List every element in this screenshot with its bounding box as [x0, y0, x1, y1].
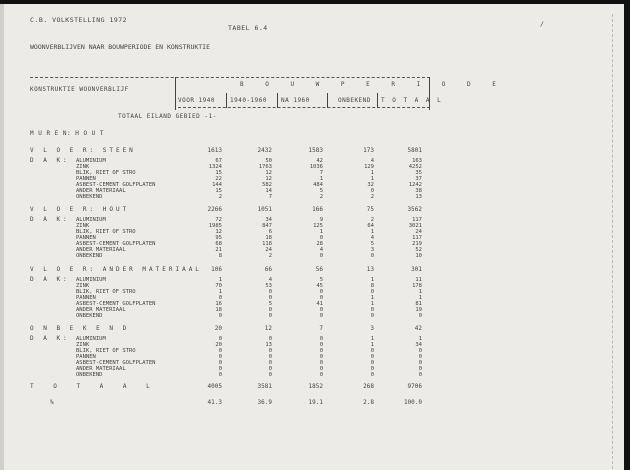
cell: 5 — [268, 301, 272, 307]
roof-type-label: ZINK — [76, 223, 90, 229]
page-mark: / — [540, 20, 545, 28]
cell: 0 — [418, 354, 422, 360]
cell: 5 — [319, 277, 323, 283]
cell: 95 — [215, 235, 222, 241]
cell: 0 — [370, 307, 374, 313]
cell: 0 — [319, 307, 323, 313]
cell: 56 — [315, 266, 323, 273]
cell: 0 — [268, 289, 272, 295]
roof-type-label: ANDER MATERIAAL — [76, 366, 126, 372]
cell: 5 — [319, 188, 323, 194]
cell: 582 — [262, 182, 272, 188]
cell: 20 — [214, 325, 222, 332]
cell: 22 — [215, 176, 222, 182]
roof-type-label: ANDER MATERIAAL — [76, 307, 126, 313]
row-header: KONSTRUKTIE WOONVERBLIJF — [30, 86, 129, 93]
cell: 6 — [268, 229, 272, 235]
cell: 1 — [218, 289, 222, 295]
roof-type-label: ALUMINIUM — [76, 336, 106, 342]
cell: 15 — [215, 170, 222, 176]
cell: 52 — [415, 247, 422, 253]
cell: 178 — [412, 283, 422, 289]
cell: 7 — [319, 170, 323, 176]
cell: 0 — [418, 348, 422, 354]
cell: 35 — [415, 170, 422, 176]
cell: 1242 — [408, 182, 422, 188]
roof-type-label: ASBEST-CEMENT GOLFPLATEN — [76, 182, 156, 188]
cell: 0 — [218, 366, 222, 372]
cell: 1 — [418, 295, 422, 301]
cell: 0 — [218, 360, 222, 366]
cell: 847 — [262, 223, 272, 229]
cell: 3 — [370, 325, 374, 332]
cell: 24 — [265, 247, 272, 253]
roof-type-label: BLIK, RIET OF STRO — [76, 229, 136, 235]
cell: 0 — [319, 235, 323, 241]
cell: 2266 — [207, 206, 222, 213]
cell: 0 — [319, 313, 323, 319]
group-header: B O U W P E R I O D E — [240, 81, 505, 88]
cell: 50 — [265, 158, 272, 164]
walls-label: M U R E N: H O U T — [30, 130, 105, 137]
cell: 163 — [412, 158, 422, 164]
document-page — [0, 4, 624, 470]
roof-type-label: ALUMINIUM — [76, 158, 106, 164]
cell: 0 — [418, 372, 422, 378]
cell: 106 — [211, 266, 222, 273]
cell: 0 — [268, 313, 272, 319]
table-row — [0, 372, 600, 378]
cell: 20 — [215, 342, 222, 348]
cell: 1 — [370, 295, 374, 301]
floor-label: V L O E R: STEEN — [30, 147, 136, 154]
column-header: VOOR 1940 — [178, 97, 216, 104]
roof-type-label: ONBEKEND — [76, 194, 103, 200]
cell: 12 — [265, 170, 272, 176]
cell: 0 — [218, 348, 222, 354]
total-label: T O T A A L — [30, 383, 158, 390]
cell: 81 — [415, 301, 422, 307]
cell: 301 — [411, 266, 422, 273]
cell: 0 — [370, 366, 374, 372]
floor-label: V L O E R: ANDER MATERIAAL — [30, 266, 202, 273]
cell: 0 — [370, 348, 374, 354]
cell: 144 — [212, 182, 222, 188]
cell: 100.0 — [403, 399, 422, 406]
cell: 1 — [418, 289, 422, 295]
divider — [226, 93, 227, 108]
cell: 18 — [265, 235, 272, 241]
floor-section — [0, 266, 600, 319]
table-row — [0, 253, 600, 259]
divider — [30, 77, 430, 78]
roof-type-label: ANDER MATERIAAL — [76, 188, 126, 194]
cell: 0 — [319, 348, 323, 354]
roof-type-label: ZINK — [76, 283, 90, 289]
percent-row — [0, 399, 600, 410]
table-row — [0, 313, 600, 319]
cell: 2432 — [257, 147, 272, 154]
subtitle: TOTAAL EILAND GEBIED -1- — [118, 113, 217, 120]
table-row — [0, 194, 600, 200]
cell: 1763 — [258, 164, 272, 170]
cell: 3021 — [408, 223, 422, 229]
total-row — [0, 383, 600, 394]
cell: 4 — [370, 235, 374, 241]
roof-type-label: PANNEN — [76, 295, 96, 301]
roof-type-label: ONBEKEND — [76, 313, 103, 319]
cell: 1985 — [208, 223, 222, 229]
cell: 0 — [218, 295, 222, 301]
roof-type-label: ASBEST-CEMENT GOLFPLATEN — [76, 241, 156, 247]
cell: 2 — [370, 194, 374, 200]
cell: 0 — [268, 372, 272, 378]
cell: 0 — [319, 354, 323, 360]
cell: 13 — [415, 194, 422, 200]
cell: 45 — [316, 283, 323, 289]
cell: 1 — [370, 229, 374, 235]
cell: 4 — [319, 247, 323, 253]
cell: 0 — [319, 360, 323, 366]
percent-label: % — [50, 399, 57, 406]
cell: 1583 — [308, 147, 323, 154]
table-title: WOONVERBLIJVEN NAAR BOUWPERIODE EN KONSTRUKTIE — [30, 43, 211, 51]
roof-type-label: PANNEN — [76, 235, 96, 241]
cell: 41 — [316, 301, 323, 307]
cell: 66 — [264, 266, 272, 273]
cell: 16 — [215, 301, 222, 307]
roof-type-label: BLIK, RIET OF STRO — [76, 348, 136, 354]
cell: 4 — [370, 158, 374, 164]
cell: 1 — [370, 176, 374, 182]
cell: 0 — [319, 336, 323, 342]
cell: 0 — [218, 313, 222, 319]
cell: 0 — [319, 289, 323, 295]
cell: 2 — [370, 217, 374, 223]
cell: 42 — [316, 158, 323, 164]
cell: 0 — [268, 295, 272, 301]
cell: 11 — [415, 277, 422, 283]
cell: 0 — [218, 354, 222, 360]
cell: 0 — [370, 253, 374, 259]
roof-type-label: ALUMINIUM — [76, 217, 106, 223]
cell: 8 — [370, 283, 374, 289]
column-header: T O T A A L — [381, 97, 443, 104]
cell: 41.3 — [207, 399, 222, 406]
roof-label: D A K: — [30, 335, 70, 342]
divider — [175, 77, 176, 110]
cell: 32 — [367, 182, 374, 188]
divider — [327, 93, 328, 108]
cell: 3 — [370, 247, 374, 253]
cell: 14 — [265, 188, 272, 194]
cell: 10 — [415, 253, 422, 259]
floor-label: O N B E K E N D — [30, 325, 130, 332]
cell: 1 — [370, 342, 374, 348]
cell: 1 — [418, 336, 422, 342]
cell: 12 — [215, 229, 222, 235]
cell: 1 — [218, 277, 222, 283]
cell: 1324 — [208, 164, 222, 170]
cell: 0 — [370, 354, 374, 360]
cell: 0 — [418, 313, 422, 319]
floor-section — [0, 206, 600, 259]
cell: 0 — [319, 342, 323, 348]
roof-type-label: BLIK, RIET OF STRO — [76, 289, 136, 295]
roof-type-label: ASBEST-CEMENT GOLFPLATEN — [76, 360, 156, 366]
cell: 1036 — [309, 164, 323, 170]
cell: 68 — [215, 241, 222, 247]
cell: 3581 — [257, 383, 272, 390]
cell: 5 — [370, 241, 374, 247]
cell: 34 — [415, 342, 422, 348]
cell: 0 — [268, 354, 272, 360]
cell: 12 — [265, 176, 272, 182]
cell: 1 — [319, 229, 323, 235]
cell: 166 — [312, 206, 323, 213]
cell: 24 — [415, 229, 422, 235]
cell: 129 — [364, 164, 374, 170]
margin-line — [612, 14, 614, 469]
cell: 0 — [319, 372, 323, 378]
source-line: C.B. VOLKSTELLING 1972 — [30, 16, 128, 24]
cell: 18 — [215, 307, 222, 313]
cell: 0 — [319, 253, 323, 259]
roof-label: D A K: — [30, 216, 70, 223]
cell: 484 — [313, 182, 323, 188]
roof-type-label: PANNEN — [76, 176, 96, 182]
cell: 0 — [268, 348, 272, 354]
cell: 8 — [218, 253, 222, 259]
cell: 0 — [268, 366, 272, 372]
cell: 42 — [414, 325, 422, 332]
divider — [277, 93, 278, 108]
floor-section — [0, 325, 600, 378]
cell: 15 — [215, 188, 222, 194]
cell: 0 — [319, 295, 323, 301]
cell: 0 — [418, 360, 422, 366]
cell: 0 — [268, 307, 272, 313]
cell: 9706 — [407, 383, 422, 390]
cell: 37 — [415, 176, 422, 182]
roof-type-label: ONBEKEND — [76, 253, 103, 259]
roof-type-label: PANNEN — [76, 354, 96, 360]
cell: 0 — [370, 289, 374, 295]
cell: 0 — [418, 366, 422, 372]
cell: 268 — [363, 383, 374, 390]
cell: 19 — [415, 307, 422, 313]
divider — [377, 93, 378, 108]
cell: 19.1 — [308, 399, 323, 406]
cell: 13 — [265, 342, 272, 348]
cell: 0 — [370, 313, 374, 319]
cell: 219 — [412, 241, 422, 247]
cell: 0 — [370, 372, 374, 378]
roof-type-label: ZINK — [76, 164, 90, 170]
roof-type-label: ZINK — [76, 342, 90, 348]
cell: 2 — [319, 194, 323, 200]
cell: 118 — [262, 241, 272, 247]
cell: 21 — [215, 247, 222, 253]
cell: 0 — [370, 360, 374, 366]
column-header: 1940-1960 — [230, 97, 268, 104]
cell: 0 — [268, 360, 272, 366]
cell: 1 — [370, 277, 374, 283]
cell: 5801 — [407, 147, 422, 154]
cell: 2 — [268, 253, 272, 259]
divider — [178, 107, 430, 108]
roof-type-label: ALUMINIUM — [76, 277, 106, 283]
cell: 1613 — [207, 147, 222, 154]
cell: 1051 — [257, 206, 272, 213]
cell: 4252 — [408, 164, 422, 170]
cell: 0 — [370, 188, 374, 194]
cell: 0 — [268, 336, 272, 342]
cell: 1852 — [308, 383, 323, 390]
cell: 1 — [370, 170, 374, 176]
roof-type-label: ANDER MATERIAAL — [76, 247, 126, 253]
cell: 38 — [415, 188, 422, 194]
floor-label: V L O E R: HOUT — [30, 206, 130, 213]
cell: 70 — [215, 283, 222, 289]
cell: 173 — [363, 147, 374, 154]
cell: 2.8 — [363, 399, 374, 406]
cell: 4005 — [207, 383, 222, 390]
roof-type-label: ONBEKEND — [76, 372, 103, 378]
roof-label: D A K: — [30, 157, 70, 164]
floor-section — [0, 147, 600, 200]
cell: 12 — [264, 325, 272, 332]
column-header: ONBEKEND — [338, 97, 371, 104]
cell: 72 — [215, 217, 222, 223]
column-header: NA 1960 — [281, 97, 310, 104]
cell: 117 — [412, 235, 422, 241]
roof-type-label: BLIK, RIET OF STRO — [76, 170, 136, 176]
cell: 2 — [218, 194, 222, 200]
cell: 13 — [366, 266, 374, 273]
cell: 117 — [412, 217, 422, 223]
cell: 7 — [319, 325, 323, 332]
cell: 75 — [366, 206, 374, 213]
cell: 7 — [268, 194, 272, 200]
cell: 9 — [319, 217, 323, 223]
table-number: TABEL 6.4 — [228, 24, 268, 32]
cell: 4 — [268, 277, 272, 283]
cell: 28 — [316, 241, 323, 247]
cell: 3562 — [407, 206, 422, 213]
cell: 34 — [265, 217, 272, 223]
cell: 0 — [218, 372, 222, 378]
cell: 67 — [215, 158, 222, 164]
cell: 1 — [370, 336, 374, 342]
cell: 64 — [367, 223, 374, 229]
cell: 1 — [370, 301, 374, 307]
cell: 0 — [218, 336, 222, 342]
cell: 53 — [265, 283, 272, 289]
cell: 36.9 — [257, 399, 272, 406]
cell: 0 — [319, 366, 323, 372]
cell: 1 — [319, 176, 323, 182]
cell: 125 — [313, 223, 323, 229]
roof-type-label: ASBEST-CEMENT GOLFPLATEN — [76, 301, 156, 307]
roof-label: D A K: — [30, 276, 70, 283]
